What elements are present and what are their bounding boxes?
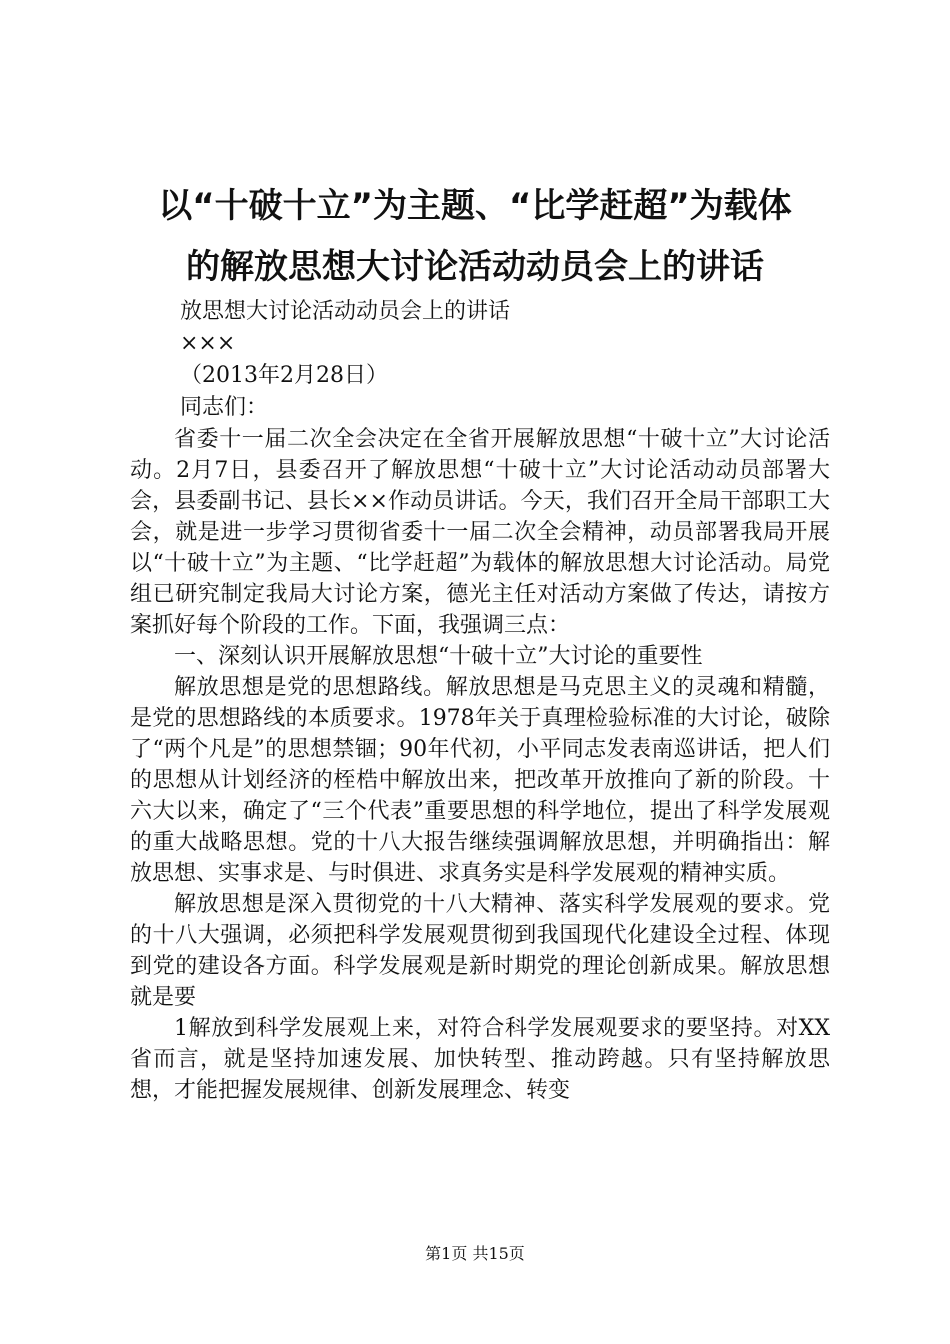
document-subtitle: 放思想大讨论活动动员会上的讲话 <box>180 299 511 324</box>
paragraph-intro: 省委十一届二次全会决定在全省开展解放思想“十破十立”大讨论活动。2月7日，县委召开了解放思想“十破十立”大讨论活动动员部署大会，县委副书记、县长××作动员讲话。今天，我们召开全局干部职工大会，就是进一步学习贯彻省委十一届二次全会精神，动员部署我局开展以“十破十立”为主题、“比学赶超”为载体的解放思想大讨论活动。局党组已研究制定我局大讨论方案，德光主任对活动方案做了传达，请按方案抓好每个阶段的工作。下面，我强调三点： <box>130 427 830 638</box>
section-heading-1: 一、深刻认识开展解放思想“十破十立”大讨论的重要性 <box>174 644 703 669</box>
document-title-line-2: 的解放思想大讨论活动动员会上的讲话 <box>186 247 764 287</box>
speech-date: （2013年2月28日） <box>180 363 388 388</box>
paragraph: 解放思想是党的思想路线。解放思想是马克思主义的灵魂和精髓，是党的思想路线的本质要求。1978年关于真理检验标准的大讨论，破除了“两个凡是”的思想禁锢；90年代初，小平同志发表南巡讲话，把人们的思想从计划经济的桎梏中解放出来，把改革开放推向了新的阶段。十六大以来，确定了“三个代表”重要思想的科学地位，提出了科学发展观的重大战略思想。党的十八大报告继续强调解放思想，并明确指出：解放思想、实事求是、与时俱进、求真务实是科学发展观的精神实质。 <box>130 675 830 886</box>
document-body <box>130 424 830 1106</box>
speaker-name: ××× <box>180 331 236 356</box>
salutation: 同志们： <box>180 395 269 420</box>
page-footer: 第1页 共15页 <box>425 1244 525 1263</box>
document-title-line-1: 以“十破十立”为主题、“比学赶超”为载体 <box>158 186 792 226</box>
paragraph: 1解放到科学发展观上来，对符合科学发展观要求的要坚持。对XX省而言，就是坚持加速发展、加快转型、推动跨越。只有坚持解放思想，才能把握发展规律、创新发展理念、转变 <box>130 1016 830 1103</box>
paragraph: 解放思想是深入贯彻党的十八大精神、落实科学发展观的要求。党的十八大强调，必须把科学发展观贯彻到我国现代化建设全过程、体现到党的建设各方面。科学发展观是新时期党的理论创新成果。解放思想就是要 <box>130 892 830 1010</box>
